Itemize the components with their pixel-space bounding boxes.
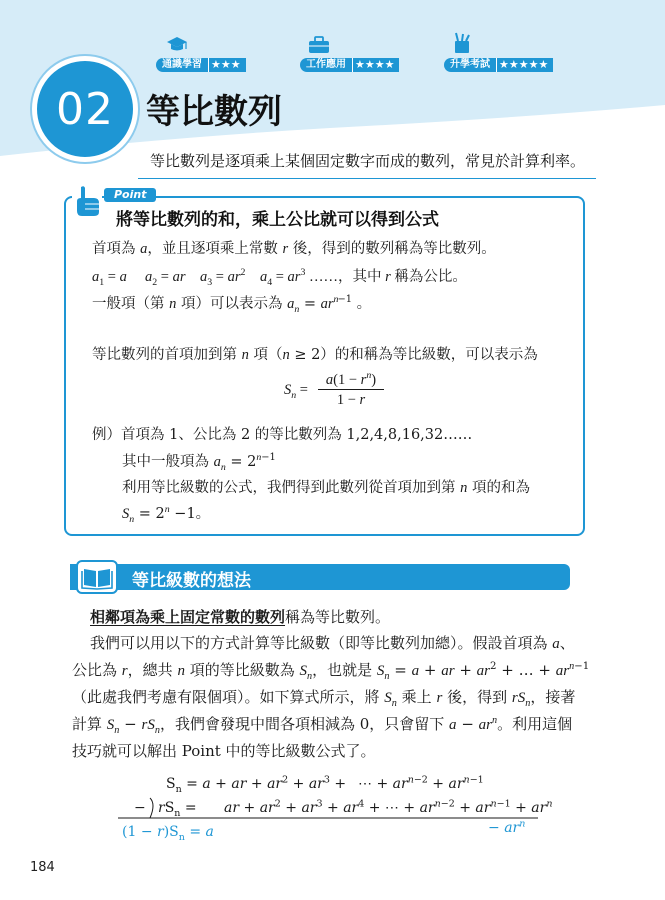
rating-stars: ★★★★ bbox=[352, 58, 399, 72]
text: 我們可以用以下的方式計算等比級數（即等比數列加總）。假設首項為 bbox=[90, 634, 548, 652]
rating-work bbox=[300, 58, 399, 72]
text: ，接著 bbox=[530, 688, 576, 706]
point-badge: Point bbox=[104, 188, 156, 202]
text: 後，得到 bbox=[447, 688, 508, 706]
example-line-4: $S_n = 2^n -1$。 bbox=[122, 504, 211, 525]
derivation-result-left: $(1 - r)S_n = a$ bbox=[122, 824, 214, 843]
text: ，其中 bbox=[338, 269, 382, 285]
rating-label: 通識學習 bbox=[156, 58, 208, 72]
unit-number-badge bbox=[32, 56, 138, 162]
text: 稱為等比數列。 bbox=[285, 608, 391, 626]
pointing-hand-icon bbox=[72, 184, 102, 218]
text: 稱為公比。 bbox=[394, 269, 467, 285]
example-line-2: 其中一般項為 $a_n = 2^{n-1}$ bbox=[122, 452, 276, 473]
sum-formula-fraction: $\frac{a(1 - r^n)}{1 - r}$ bbox=[318, 372, 384, 409]
derivation-line-2-tail: ar + $ar^2 + ar^3 + ar^4$ + ⋯ + $ar^{n-2} + ar^{n-1} + ar^n$ bbox=[224, 798, 553, 816]
section-icon-box bbox=[76, 560, 118, 594]
derivation-line-1-tail: ⋯ + $ar^{n-2} + ar^{n-1}$ bbox=[358, 774, 484, 792]
derivation-result-right: − $ar^n$ bbox=[488, 818, 526, 836]
text: ，我們會發現中間各項相減為 0，只會留下 bbox=[159, 715, 445, 733]
point-line-1: 首項為 a，並且逐項乘上常數 r 後，得到的數列稱為等比數列。 bbox=[92, 241, 496, 257]
sum-formula: $S_n$ = bbox=[284, 382, 308, 401]
page-number: 184 bbox=[30, 860, 55, 875]
example-line-1 bbox=[92, 423, 472, 444]
briefcase-icon bbox=[308, 36, 330, 54]
text: 的和稱為等比級數，可以表示為 bbox=[334, 347, 538, 363]
text: 其中一般項為 bbox=[122, 454, 209, 470]
text: 首項為 1、公比為 2 的等比數列為 1,2,4,8,16,32…… bbox=[121, 427, 473, 443]
rating-label: 工作應用 bbox=[300, 58, 352, 72]
text: 利用等比級數的公式，我們得到此數列從首項加到第 bbox=[122, 480, 456, 496]
text: 公比為 bbox=[72, 661, 118, 679]
open-book-icon bbox=[78, 562, 116, 592]
body-line-4: 計算 $S_n - rS_n$，我們會發現中間各項相減為 0，只會留下 $a - ar^n$。利用這個 bbox=[72, 715, 573, 736]
section-title: 等比級數的想法 bbox=[132, 571, 251, 591]
minus-sign: − bbox=[134, 800, 146, 816]
rating-general bbox=[156, 58, 246, 72]
derivation-line-2: $rS_n$ = bbox=[158, 800, 197, 819]
text: 一般項（第 bbox=[92, 296, 165, 312]
text: 項 bbox=[253, 347, 268, 363]
point-heading: 將等比數列的和，乘上公比就可以得到公式 bbox=[116, 210, 439, 230]
lead-bold: 相鄰項為乘上固定常數的數列 bbox=[90, 608, 286, 626]
graduation-cap-icon bbox=[166, 35, 188, 55]
intro-text: 等比數列是逐項乘上某個固定數字而成的數列，常見於計算利率。 bbox=[150, 152, 586, 170]
example-label: 例） bbox=[92, 427, 121, 443]
intro-divider bbox=[138, 178, 596, 179]
unit-number: 02 bbox=[56, 83, 114, 135]
body-line-2: 公比為 r，總共 n 項的等比級數為 $S_n$，也就是 $S_n = a$ + ar + $ar^2$ + … + $ar^{n-1}$ bbox=[72, 661, 590, 682]
body-line-1: 我們可以用以下的方式計算等比級數（即等比數列加總）。假設首項為 a、 bbox=[90, 634, 575, 652]
example-line-3: 利用等比級數的公式，我們得到此數列從首項加到第 n 項的和為 bbox=[122, 480, 530, 496]
body-lead bbox=[90, 606, 390, 627]
text: ，總共 bbox=[127, 661, 173, 679]
text: 、 bbox=[559, 634, 575, 652]
text: ，也就是 bbox=[312, 661, 373, 679]
rating-stars: ★★★★★ bbox=[496, 58, 553, 72]
point-line-3: 一般項（第 n 項）可以表示為 $a_n = ar^{n-1}$ 。 bbox=[92, 294, 372, 315]
body-line-3: （此處我們考慮有限個項）。如下算式所示，將 $S_n$ 乘上 r 後，得到 $rS_n$，接著 bbox=[72, 688, 576, 709]
text: 等比數列的首項加到第 bbox=[92, 347, 237, 363]
text: 後，得到的數列稱為等比數列。 bbox=[292, 241, 496, 257]
page-title: 等比數列 bbox=[146, 92, 282, 132]
text: 項）可以表示為 bbox=[180, 296, 283, 312]
text: 項的等比級數為 bbox=[189, 661, 295, 679]
rating-exam bbox=[444, 58, 553, 72]
text: 。 bbox=[356, 296, 372, 312]
text: 。 bbox=[195, 506, 211, 522]
text: ，並且逐項乘上常數 bbox=[147, 241, 278, 257]
rating-stars: ★★★ bbox=[208, 58, 246, 72]
text: 項的和為 bbox=[471, 480, 530, 496]
text: 首項為 bbox=[92, 241, 136, 257]
body-line-5 bbox=[72, 740, 376, 761]
point-line-4: 等比數列的首項加到第 n 項（n ≥ 2）的和稱為等比級數，可以表示為 bbox=[92, 347, 538, 363]
text: 乘上 bbox=[401, 688, 432, 706]
text: 技巧就可以解出 Point 中的等比級數公式了。 bbox=[72, 742, 376, 760]
rating-label: 升學考試 bbox=[444, 58, 496, 72]
derivation-line-1: $S_n = a$ + ar + $ar^2 + ar^3$ + bbox=[166, 774, 347, 795]
text: 。利用這個 bbox=[497, 715, 573, 733]
text: （此處我們考慮有限個項）。如下算式所示，將 bbox=[72, 688, 380, 706]
text: 計算 bbox=[72, 715, 103, 733]
point-line-2: $a_1 = a$ $a_2$ = ar $a_3 = ar^2$ $a_4 = ar^3$ ……，其中 r 稱為公比。 bbox=[92, 267, 467, 288]
pencil-cup-icon bbox=[452, 32, 472, 54]
